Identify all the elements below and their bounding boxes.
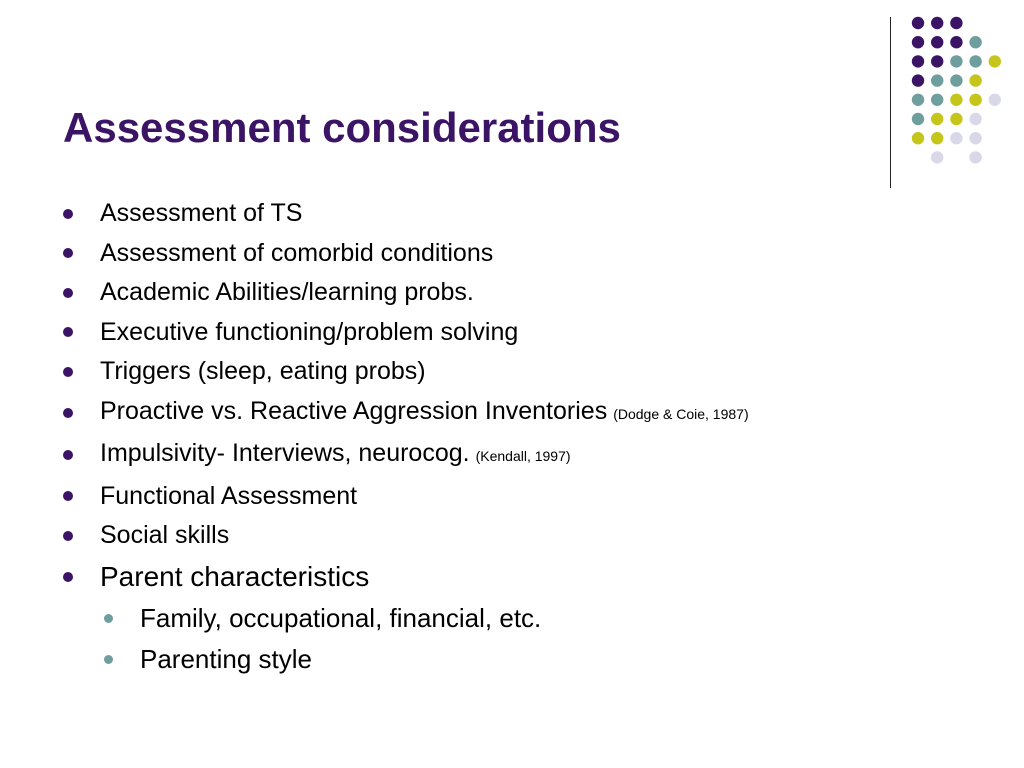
decorative-dot	[931, 36, 943, 48]
bullet-text: Executive functioning/problem solving	[100, 317, 519, 346]
bullet-marker	[63, 288, 73, 298]
decorative-dot	[931, 55, 943, 67]
bullet-item	[0, 392, 749, 435]
decorative-dot	[969, 94, 981, 106]
decorative-dot	[931, 94, 943, 106]
bullet-marker	[63, 209, 73, 219]
bullet-item	[0, 516, 749, 556]
decorative-dot	[950, 17, 962, 29]
slide-title: Assessment considerations	[63, 104, 621, 151]
decorative-dot	[969, 132, 981, 144]
bullet-item	[0, 273, 749, 313]
decorative-dot	[969, 55, 981, 67]
bullet-item	[0, 556, 749, 598]
bullet-marker	[63, 327, 73, 337]
bullet-marker	[63, 408, 73, 418]
decorative-dot	[950, 94, 962, 106]
decorative-dot	[969, 151, 981, 163]
bullet-item	[0, 313, 749, 353]
decorative-dot	[950, 55, 962, 67]
bullet-list	[0, 194, 749, 680]
bullet-marker	[63, 248, 73, 258]
sub-bullet-marker	[104, 655, 113, 664]
decorative-dot	[931, 17, 943, 29]
bullet-text: Social skills	[100, 521, 230, 549]
bullet-text: Proactive vs. Reactive Aggression Inventories	[100, 396, 608, 425]
bullet-text: Assessment of TS	[100, 199, 303, 227]
bullet-marker	[63, 367, 73, 377]
sub-bullet-text: Family, occupational, financial, etc.	[140, 602, 542, 633]
bullet-item	[0, 434, 749, 477]
bullet-item	[0, 194, 749, 234]
bullet-item	[0, 352, 749, 392]
sub-bullet-marker	[104, 614, 113, 623]
bullet-text: Triggers (sleep, eating probs)	[100, 357, 426, 385]
decorative-dot	[950, 36, 962, 48]
bullet-text: Assessment of comorbid conditions	[100, 238, 494, 267]
bullet-text: Academic Abilities/learning probs.	[100, 278, 474, 306]
decorative-dot	[950, 113, 962, 125]
bullet-item	[0, 234, 749, 274]
sub-bullet-text: Parenting style	[140, 643, 312, 674]
decorative-dot	[989, 55, 1001, 67]
decorative-dot	[931, 132, 943, 144]
decorative-dot	[969, 74, 981, 86]
bullet-text: Parent characteristics	[100, 560, 370, 592]
divider-line	[890, 17, 891, 188]
bullet-text: Functional Assessment	[100, 481, 358, 510]
decorative-dot	[912, 17, 924, 29]
decorative-dot	[989, 94, 1001, 106]
bullet-marker	[63, 450, 73, 460]
sub-bullet-item	[0, 639, 749, 680]
decorative-dot	[912, 74, 924, 86]
bullet-text: Impulsivity- Interviews, neurocog.	[100, 439, 470, 467]
decorative-dot	[931, 74, 943, 86]
decorative-dot	[912, 132, 924, 144]
decorative-dot	[950, 74, 962, 86]
decorative-dot	[931, 113, 943, 125]
decorative-dot	[931, 151, 943, 163]
decorative-dot	[912, 94, 924, 106]
decorative-dot	[912, 55, 924, 67]
bullet-item	[0, 477, 749, 517]
bullet-citation: (Dodge & Coie, 1987)	[613, 405, 749, 422]
bullet-marker	[63, 491, 73, 501]
bullet-citation: (Kendall, 1997)	[475, 448, 571, 464]
decorative-dot	[969, 36, 981, 48]
decorative-dot	[912, 113, 924, 125]
bullet-group-parent-characteristics	[0, 556, 749, 680]
sub-bullet-list	[0, 598, 749, 680]
bullet-marker	[63, 531, 73, 541]
sub-bullet-item	[0, 598, 749, 639]
decorative-dot	[912, 36, 924, 48]
bullet-marker	[63, 572, 73, 582]
decorative-dot	[969, 113, 981, 125]
decorative-dot	[950, 132, 962, 144]
